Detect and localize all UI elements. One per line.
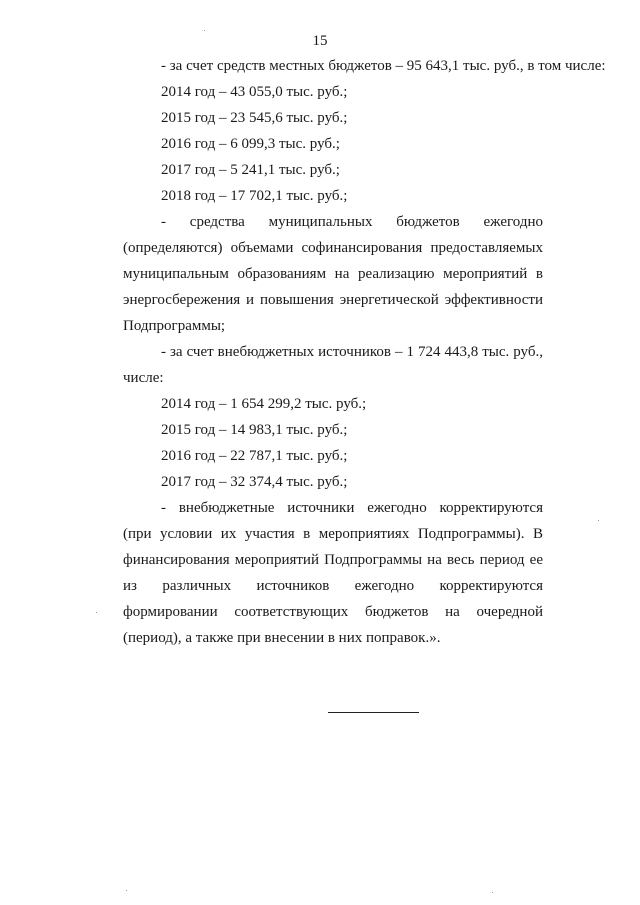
text-line: формировании соответствующих бюджетов на очередной: [123, 604, 543, 620]
scan-speck: [126, 890, 127, 891]
text-line: финансирования мероприятий Подпрограммы на весь период ее: [123, 552, 543, 568]
scan-speck: [492, 892, 493, 893]
text-line: 2017 год – 32 374,4 тыс. руб.;: [161, 474, 348, 490]
scan-speck: [204, 30, 205, 31]
end-divider: [328, 712, 419, 713]
text-line: 2014 год – 43 055,0 тыс. руб.;: [161, 84, 348, 100]
text-line: 2014 год – 1 654 299,2 тыс. руб.;: [161, 396, 367, 412]
scan-speck: [96, 612, 97, 613]
text-line: - средства муниципальных бюджетов ежегодно: [161, 214, 543, 230]
text-line: 2016 год – 22 787,1 тыс. руб.;: [161, 448, 348, 464]
text-line: 2017 год – 5 241,1 тыс. руб.;: [161, 162, 340, 178]
text-line: - за счет средств местных бюджетов – 95 643,1 тыс. руб., в том числе:: [161, 58, 606, 74]
text-line: Подпрограммы;: [123, 318, 226, 334]
text-line: из различных источников ежегодно корректируются: [123, 578, 543, 594]
text-line: (период), а также при внесении в них поправок.».: [123, 630, 441, 646]
text-line: (при условии их участия в мероприятиях Подпрограммы). В: [123, 526, 543, 542]
text-line: - за счет внебюджетных источников – 1 724 443,8 тыс. руб.,: [161, 344, 543, 360]
text-line: 2016 год – 6 099,3 тыс. руб.;: [161, 136, 340, 152]
body-text: [123, 53, 606, 651]
scan-speck: [598, 520, 599, 521]
page-number: 15: [312, 33, 328, 49]
text-line: 2018 год – 17 702,1 тыс. руб.;: [161, 188, 348, 204]
text-line: 2015 год – 14 983,1 тыс. руб.;: [161, 422, 348, 438]
text-line: 2015 год – 23 545,6 тыс. руб.;: [161, 110, 348, 126]
text-line: энергосбережения и повышения энергетической эффективности: [123, 292, 543, 308]
text-line: муниципальным образованиям на реализацию мероприятий в: [123, 266, 543, 282]
text-line: (определяются) объемами софинансирования предоставляемых: [123, 240, 543, 256]
text-line: числе:: [123, 370, 164, 386]
text-line: - внебюджетные источники ежегодно корректируются: [161, 500, 543, 516]
